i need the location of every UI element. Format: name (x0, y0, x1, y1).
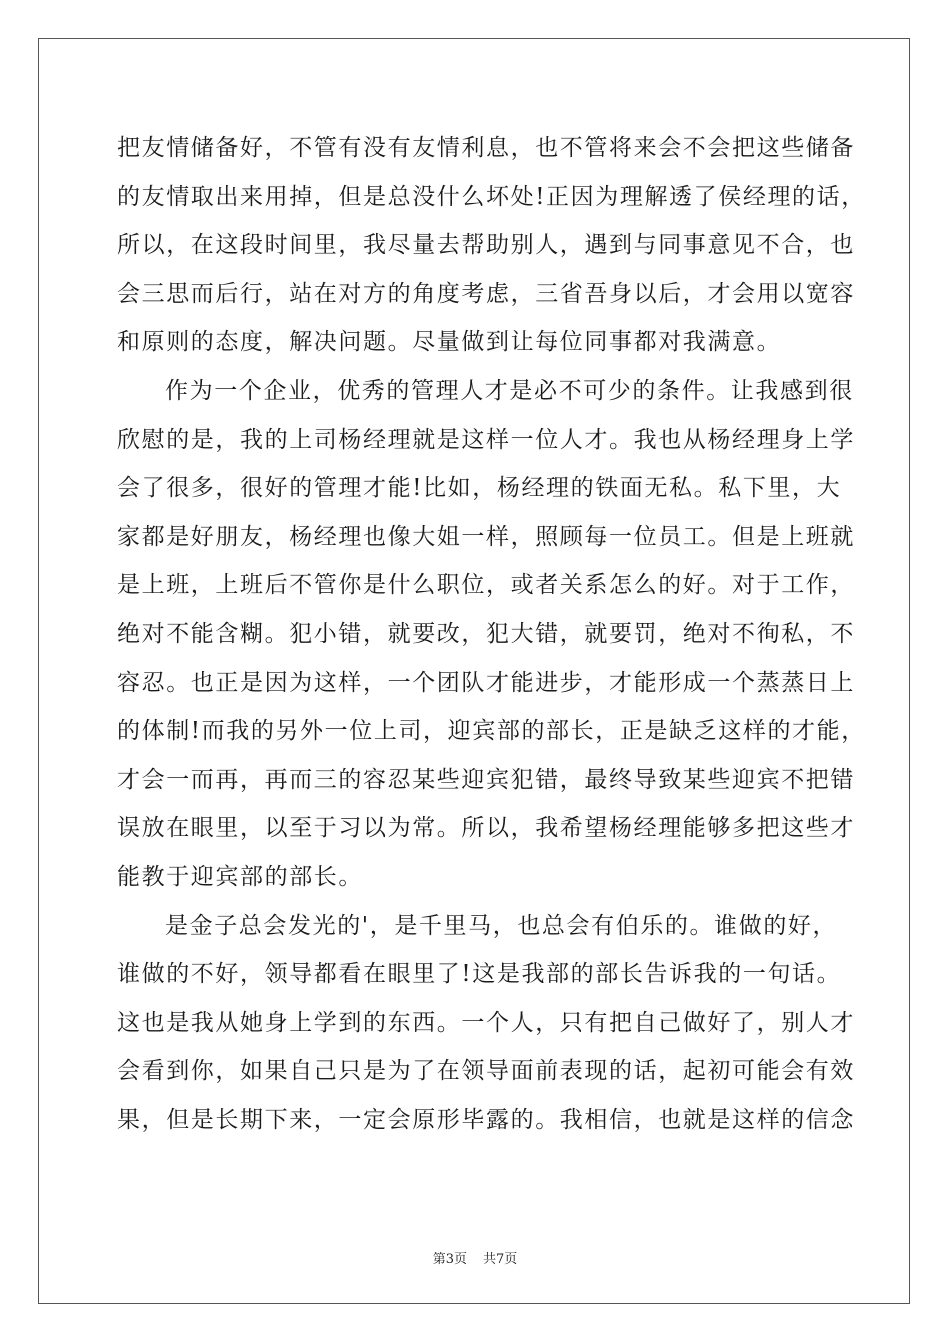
paragraph-start-line: 是金子总会发光的'，是千里马，也总会有伯乐的。谁做的好， (165, 912, 838, 939)
text-line: 会三思而后行，站在对方的角度考虑，三省吾身以后，才会用以宽容 (117, 280, 855, 307)
page-total: 共7页 (483, 1252, 518, 1267)
document-body (117, 124, 866, 1144)
text-line: 误放在眼里，以至于习以为常。所以，我希望杨经理能够多把这些才 (117, 815, 855, 842)
text-line: 和原则的态度，解决问题。尽量做到让每位同事都对我满意。 (117, 329, 782, 356)
text-line: 的体制!而我的另外一位上司，迎宾部的部长，正是缺乏这样的才能， (117, 718, 866, 745)
page-number: 第3页 (432, 1252, 467, 1267)
text-line: 谁做的不好，领导都看在眼里了!这是我部的部长告诉我的一句话。 (117, 961, 842, 988)
text-line: 这也是我从她身上学到的东西。一个人，只有把自己做好了，别人才 (117, 1009, 855, 1036)
text-line: 果，但是长期下来，一定会原形毕露的。我相信，也就是这样的信念 (117, 1106, 855, 1133)
text-line: 会了很多，很好的管理才能!比如，杨经理的铁面无私。私下里，大 (117, 475, 842, 502)
text-line: 能教于迎宾部的部长。 (117, 863, 363, 890)
text-line: 才会一而再，再而三的容忍某些迎宾犯错，最终导致某些迎宾不把错 (117, 766, 855, 793)
text-line: 容忍。也正是因为这样，一个团队才能进步，才能形成一个蒸蒸日上 (117, 669, 855, 696)
text-line: 把友情储备好，不管有没有友情利息，也不管将来会不会把这些储备 (117, 135, 855, 161)
text-line: 会看到你，如果自己只是为了在领导面前表现的话，起初可能会有效 (117, 1058, 855, 1085)
text-line: 欣慰的是，我的上司杨经理就是这样一位人才。我也从杨经理身上学 (117, 426, 855, 453)
text-line: 的友情取出来用掉，但是总没什么坏处!正因为理解透了侯经理的话， (117, 183, 866, 210)
page-footer (0, 1248, 950, 1267)
text-line: 所以，在这段时间里，我尽量去帮助别人，遇到与同事意见不合，也 (117, 232, 855, 259)
paragraph-start-line: 作为一个企业，优秀的管理人才是必不可少的条件。让我感到很 (165, 377, 854, 404)
text-line: 家都是好朋友，杨经理也像大姐一样，照顾每一位员工。但是上班就 (117, 523, 855, 550)
text-line: 绝对不能含糊。犯小错，就要改，犯大错，就要罚，绝对不徇私，不 (117, 620, 855, 647)
text-line: 是上班，上班后不管你是什么职位，或者关系怎么的好。对于工作， (117, 572, 855, 599)
